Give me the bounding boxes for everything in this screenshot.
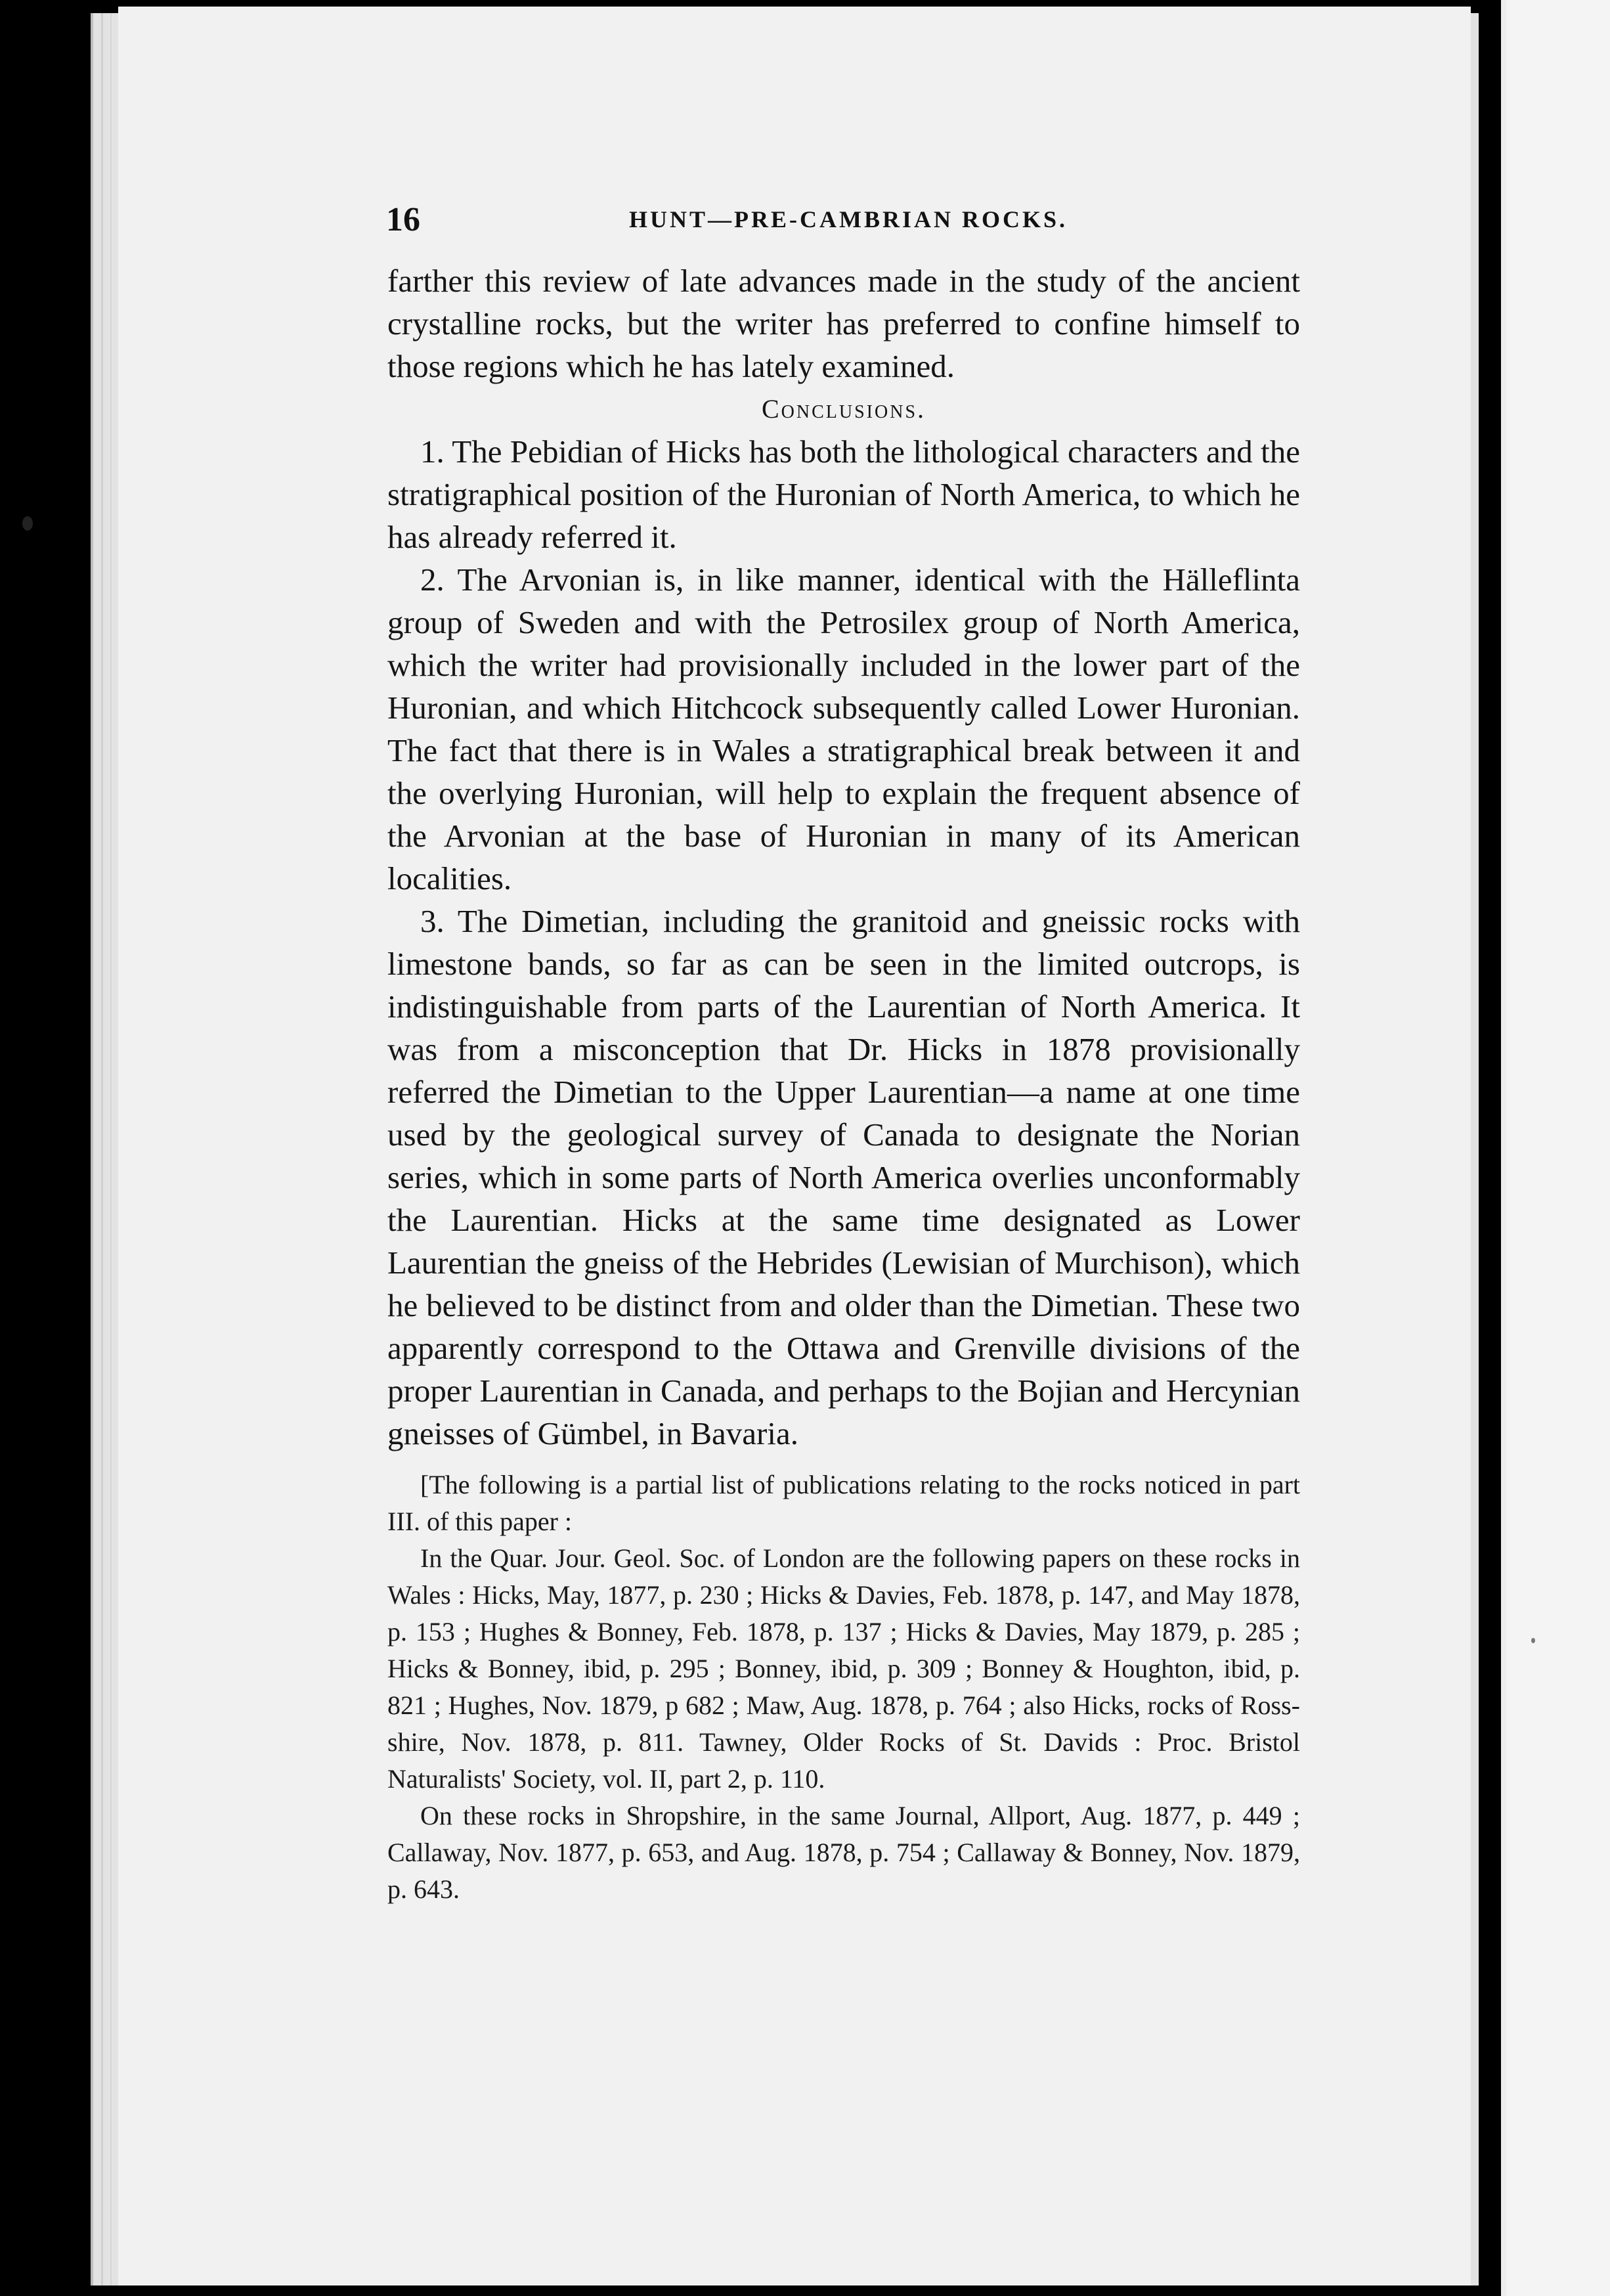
conclusion-paragraph-2: 2. The Arvonian is, in like manner, identical with the Hälleflinta group of Sweden and with the Petrosilex group of North America, which the writer had provisionally included in the lower part of the Huronian, and which Hitchcock subsequently called Lower Huronian. The fact that there is in Wales a stratigraphical break between it and the overlying Huronian, will help to explain the frequent absence of the Arvonian at the base of Huronian in many of its American localities.	[387, 562, 1300, 896]
page-number: 16	[386, 201, 420, 238]
note-paragraph-1: [The following is a partial list of publications relating to the rocks noticed in part III. of this paper :	[387, 1470, 1300, 1536]
conclusion-paragraph-3: 3. The Dimetian, including the granitoid and gneissic rocks with limestone bands, so far as can be seen in the limited outcrops, is indistinguishable from parts of the Laurentian of North America. It was from a misconception that Dr. Hicks in 1878 provisionally referred the Dimetian to the Upper Laurentian—a name at one time used by the geological survey of Canada to designate the Norian series, which in some parts of North America overlies unconformably the Laurentian. Hicks at the same time designated as Lower Laurentian the gneiss of the Hebrides (Lewisian of Murchison), which he believed to be distinct from and older than the Dimetian. These two apparently correspond to the Ottawa and Grenville divisions of the proper Laurentian in Canada, and perhaps to the Bojian and Hercynian gneisses of Gümbel, in Bavaria.	[387, 903, 1300, 1451]
conclusion-paragraph-1: 1. The Pebidian of Hicks has both the lithological characters and the stratigraphical position of the Huronian of North America, to which he has already referred it.	[387, 433, 1300, 555]
gutter-edge	[1501, 0, 1506, 2296]
facing-page-edge	[1506, 0, 1610, 2296]
running-title: HUNT—PRE-CAMBRIAN ROCKS.	[629, 206, 1068, 232]
note-paragraph-2: In the Quar. Jour. Geol. Soc. of London are the following papers on these rocks in Wales : Hicks, May, 1877, p. 230 ; Hicks & Davies, Feb. 1878, p. 147, and May 1878, p. 153 ; Hughes & Bonney, Feb. 1878, p. 137 ; Hicks & Davies, May 1879, p. 285 ; Hicks & Bonney, ibid, p. 295 ; Bonney, ibid, p. 309 ; Bonney & Houghton, ibid, p. 821 ; Hughes, Nov. 1879, p 682 ; Maw, Aug. 1878, p. 764 ; also Hicks, rocks of Ross-shire, Nov. 1878, p. 811. Tawney, Older Rocks of St. Davids : Proc. Bristol Naturalists' Society, vol. II, part 2, p. 110.	[387, 1543, 1300, 1794]
intro-paragraph: farther this review of late advances made in the study of the ancient crystalline rocks, but the writer has preferred to confine himself to those regions which he has lately examined.	[387, 263, 1300, 384]
note-paragraph-3: On these rocks in Shropshire, in the same Journal, Allport, Aug. 1877, p. 449 ; Callaway, Nov. 1877, p. 653, and Aug. 1878, p. 754 ; Callaway & Bonney, Nov. 1879, p. 643.	[387, 1801, 1300, 1904]
running-head	[386, 200, 1345, 240]
ink-speck	[1531, 1638, 1535, 1643]
bibliography-note	[387, 1467, 1300, 1908]
section-heading: Conclusions.	[761, 394, 926, 424]
main-text	[387, 259, 1300, 1908]
ink-speck	[22, 516, 33, 531]
